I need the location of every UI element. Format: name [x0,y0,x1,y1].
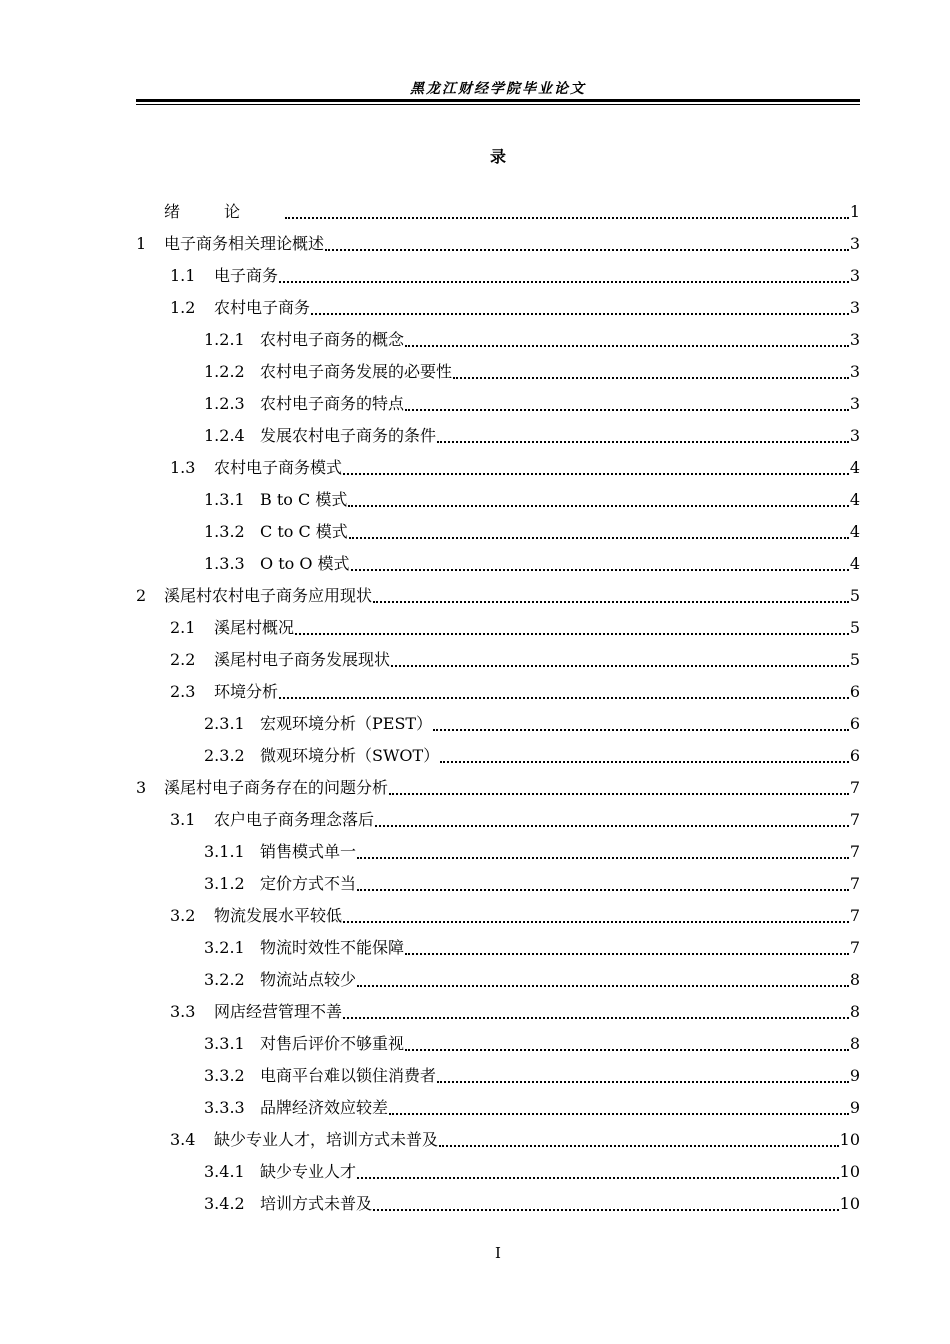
toc-dot-leader [357,889,849,891]
toc-entry-label: 农村电子商务模式 [214,458,343,477]
toc-entry-number: 1.2.3 [204,394,245,413]
toc-entry[interactable] [136,388,860,420]
toc-dot-leader [405,345,849,347]
toc-entry[interactable] [136,804,860,836]
toc-entry-label: 农户电子商务理念落后 [214,810,375,829]
toc-entry-page: 4 [849,554,860,573]
toc-entry-page: 3 [849,234,860,253]
toc-entry-label: 环境分析 [214,682,279,701]
toc-entry-label: 农村电子商务 [214,298,311,317]
toc-entry[interactable] [136,1188,860,1220]
toc-entry-page: 9 [849,1066,860,1085]
toc-dot-leader [343,473,849,475]
footer-page-number: I [495,1244,501,1262]
toc-entry-label: 定价方式不当 [260,874,357,893]
toc-dot-leader [440,761,849,763]
toc-entry-label: 绪论 [164,202,285,221]
toc-entry[interactable] [136,228,860,260]
toc-entry-number: 3.1 [170,810,196,829]
toc-dot-leader [375,825,849,827]
toc-entry-number: 1.2.4 [204,426,245,445]
toc-entry-page: 7 [849,778,860,797]
toc-entry-page: 4 [849,458,860,477]
toc-entry-number: 1.1 [170,266,196,285]
toc-entry-page: 10 [839,1194,860,1213]
toc-entry-label: 微观环境分析（SWOT） [260,746,440,765]
toc-entry-label: 培训方式未普及 [260,1194,373,1213]
toc-entry-label: 农村电子商务的特点 [260,394,405,413]
header-rule-thin [136,104,860,105]
toc-entry-label: 销售模式单一 [260,842,357,861]
toc-entry[interactable] [136,292,860,324]
toc-entry-number: 2.3.1 [204,714,245,733]
toc-entry-page: 3 [849,426,860,445]
page-header-title: 黑龙江财经学院毕业论文 [410,81,586,97]
toc-entry-page: 4 [849,490,860,509]
toc-dot-leader [433,729,849,731]
toc-dot-leader [389,793,849,795]
toc-dot-leader [285,217,849,219]
toc-entry-label: 溪尾村农村电子商务应用现状 [164,586,373,605]
toc-entry[interactable] [136,1092,860,1124]
toc-entry-page: 7 [849,810,860,829]
toc-dot-leader [325,249,849,251]
toc-entry-number: 3.4.2 [204,1194,245,1213]
toc-dot-leader [279,697,849,699]
toc-entry[interactable] [136,740,860,772]
toc-dot-leader [357,985,849,987]
toc-entry-number: 3.4 [170,1130,196,1149]
toc-entry-page: 6 [849,714,860,733]
toc-entry-number: 2.3.2 [204,746,245,765]
toc-dot-leader [351,569,849,571]
toc-title: 录 [489,147,506,166]
toc-entry[interactable] [136,324,860,356]
toc-entry-label: 电商平台难以锁住消费者 [260,1066,437,1085]
toc-entry-number: 1.3.2 [204,522,245,541]
toc-dot-leader [439,1145,839,1147]
toc-entry-number: 3.4.1 [204,1162,245,1181]
toc-dot-leader [349,537,849,539]
toc-entry[interactable] [136,484,860,516]
toc-entry-number: 1.3 [170,458,196,477]
toc-entry-page: 7 [849,842,860,861]
toc-dot-leader [405,409,849,411]
toc-entry-page: 6 [849,746,860,765]
toc-entry[interactable] [136,836,860,868]
toc-entry[interactable] [136,1156,860,1188]
toc-entry-page: 3 [849,394,860,413]
toc-entry-page: 7 [849,906,860,925]
toc-entry-label: O to O 模式 [260,554,350,573]
toc-entry-label: 缺少专业人才 [260,1162,357,1181]
toc-entry-page: 6 [849,682,860,701]
toc-entry-number: 3.3.2 [204,1066,245,1085]
toc-entry-page: 5 [849,650,860,669]
toc-entry-number: 1.3.3 [204,554,245,573]
toc-entry-label: 网店经营管理不善 [214,1002,343,1021]
toc-entry-page: 8 [849,1034,860,1053]
toc-entry[interactable] [136,260,860,292]
toc-entry-label: 发展农村电子商务的条件 [260,426,437,445]
toc-entry-page: 5 [849,618,860,637]
toc-dot-leader [343,1017,849,1019]
toc-entry-page: 5 [849,586,860,605]
toc-entry[interactable] [136,452,860,484]
toc-entry-number: 3 [136,778,147,797]
toc-entry-number: 2 [136,586,147,605]
toc-entry[interactable] [136,612,860,644]
toc-entry[interactable] [136,420,860,452]
toc-entry-number: 3.1.1 [204,842,245,861]
toc-entry-page: 7 [849,874,860,893]
toc-entry-page: 3 [849,298,860,317]
toc-entry[interactable] [136,932,860,964]
toc-entry-number: 2.1 [170,618,196,637]
toc-entry-number: 1.2 [170,298,196,317]
toc-entry-label: 缺少专业人才，培训方式未普及 [214,1130,439,1149]
toc-entry-label: 溪尾村概况 [214,618,295,637]
toc-dot-leader [405,1049,849,1051]
toc-entry[interactable] [136,356,860,388]
toc-dot-leader [348,505,848,507]
toc-entry-page: 8 [849,1002,860,1021]
toc-entry-page: 1 [849,202,860,221]
header-rule-thick [136,99,860,102]
toc-dot-leader [437,1081,849,1083]
toc-dot-leader [357,1177,839,1179]
toc-entry-label: 物流站点较少 [260,970,357,989]
toc-dot-leader [405,953,849,955]
toc-entry-number: 3.2 [170,906,196,925]
toc-entry-label: 农村电子商务的概念 [260,330,405,349]
toc-entry-number: 1.2.2 [204,362,245,381]
toc-dot-leader [391,665,849,667]
toc-entry-label: 溪尾村电子商务存在的问题分析 [164,778,389,797]
toc-entry-page: 10 [839,1130,860,1149]
toc-dot-leader [373,601,849,603]
toc-dot-leader [373,1209,839,1211]
toc-entry-label: 溪尾村电子商务发展现状 [214,650,391,669]
toc-entry-label: 电子商务 [214,266,279,285]
toc-entry[interactable] [136,580,860,612]
toc-entry[interactable] [136,868,860,900]
toc-entry-number: 2.3 [170,682,196,701]
table-of-contents [136,196,860,1220]
toc-entry-label: 物流发展水平较低 [214,906,343,925]
toc-entry-label: 农村电子商务发展的必要性 [260,362,453,381]
toc-entry-page: 3 [849,362,860,381]
toc-entry[interactable] [136,772,860,804]
toc-entry[interactable] [136,548,860,580]
toc-entry-label: C to C 模式 [260,522,348,541]
toc-entry-number: 1.2.1 [204,330,245,349]
toc-entry-label: B to C 模式 [260,490,348,509]
toc-entry-label: 对售后评价不够重视 [260,1034,405,1053]
toc-entry[interactable] [136,516,860,548]
toc-entry-page: 10 [839,1162,860,1181]
toc-entry-page: 8 [849,970,860,989]
toc-entry-number: 3.1.2 [204,874,245,893]
toc-dot-leader [311,313,849,315]
toc-entry[interactable] [136,708,860,740]
toc-dot-leader [357,857,849,859]
toc-entry-number: 3.2.1 [204,938,245,957]
toc-entry-number: 2.2 [170,650,196,669]
toc-entry[interactable] [136,964,860,996]
toc-entry-page: 3 [849,330,860,349]
toc-entry-number: 3.3.3 [204,1098,245,1117]
toc-entry-number: 3.3 [170,1002,196,1021]
toc-entry[interactable] [136,676,860,708]
toc-entry-number: 1 [136,234,147,253]
toc-entry[interactable] [136,1028,860,1060]
toc-entry[interactable] [136,644,860,676]
toc-entry-number: 1.3.1 [204,490,245,509]
toc-entry-label: 电子商务相关理论概述 [164,234,325,253]
toc-dot-leader [295,633,849,635]
toc-entry[interactable] [136,196,860,228]
toc-entry[interactable] [136,900,860,932]
toc-entry[interactable] [136,1124,860,1156]
toc-entry-page: 9 [849,1098,860,1117]
toc-dot-leader [279,281,849,283]
toc-entry-page: 4 [849,522,860,541]
toc-entry[interactable] [136,1060,860,1092]
toc-entry-number: 3.3.1 [204,1034,245,1053]
toc-dot-leader [389,1113,849,1115]
toc-dot-leader [343,921,849,923]
toc-entry-label: 品牌经济效应较差 [260,1098,389,1117]
toc-entry-label: 宏观环境分析（PEST） [260,714,433,733]
toc-entry-page: 3 [849,266,860,285]
toc-entry-label: 物流时效性不能保障 [260,938,405,957]
toc-entry-page: 7 [849,938,860,957]
toc-dot-leader [453,377,849,379]
toc-entry[interactable] [136,996,860,1028]
toc-entry-number: 3.2.2 [204,970,245,989]
toc-dot-leader [437,441,849,443]
